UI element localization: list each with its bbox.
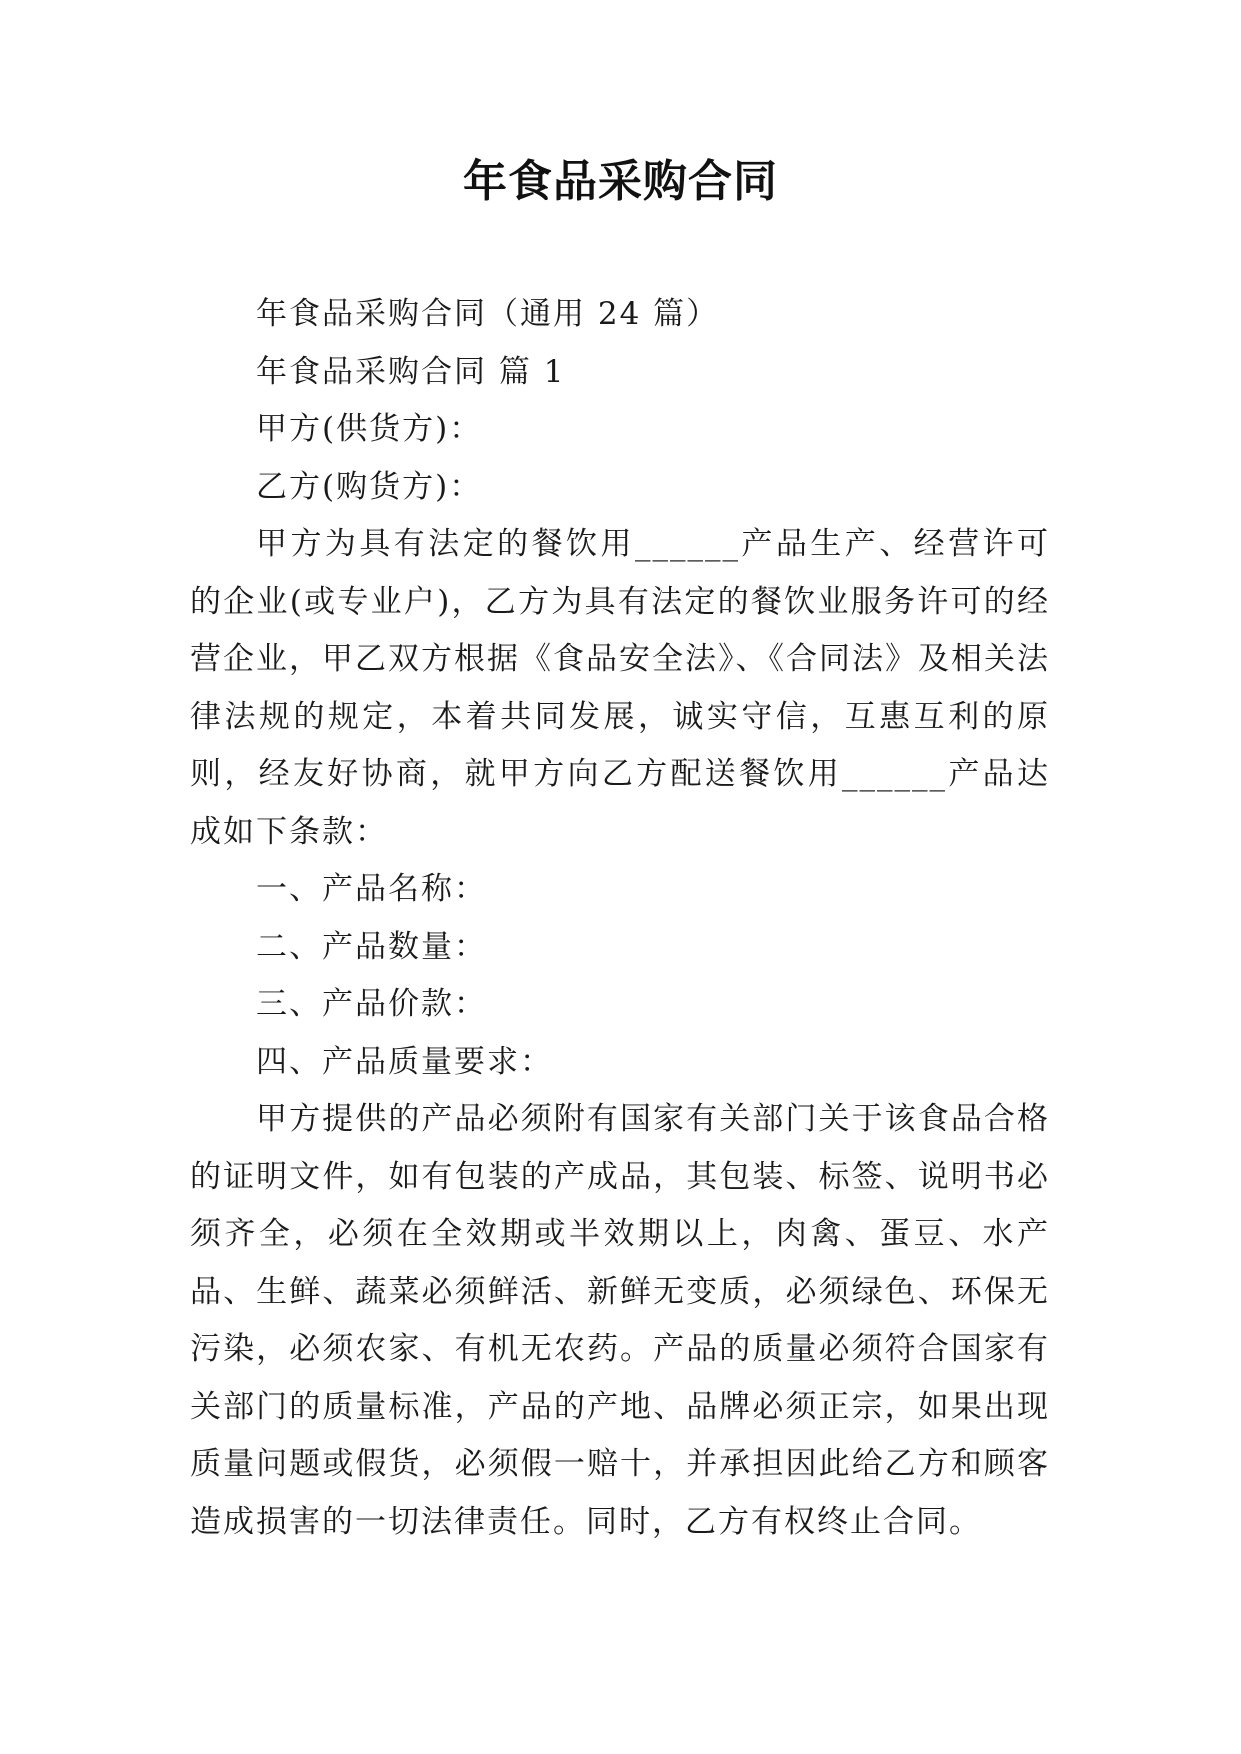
document-body (190, 286, 1050, 1551)
party-b-line: 乙方(购货方)： (256, 468, 483, 505)
clause-product-price: 三、产品价款： (256, 986, 487, 1022)
section-heading: 年食品采购合同 篇 1 (256, 353, 566, 390)
document-title: 年食品采购合同 (463, 156, 778, 207)
quality-paragraph: 甲方提供的产品必须附有国家有关部门关于该食品合格的证明文件，如有包装的产成品，其包装、标签、说明书必须齐全，必须在全效期或半效期以上，肉禽、蛋豆、水产品、生鲜、蔬菜必须鲜活、新鲜无变质，必须绿色、环保无污染，必须农家、有机无农药。产品的质量必须符合国家有关部门的质量标准，产品的产地、品牌必须正宗，如果出现质量问题或假货，必须假一赔十，并承担因此给乙方和顾客造成损害的一切法律责任。同时，乙方有权终止合同。 (190, 1101, 1050, 1540)
clause-quality-requirements: 四、产品质量要求： (256, 1043, 553, 1080)
subtitle-paragraph: 年食品采购合同（通用 24 篇） (256, 296, 720, 332)
intro-paragraph: 甲方为具有法定的餐饮用______产品生产、经营许可的企业(或专业户)，乙方为具有法定的餐饮业服务许可的经营企业，甲乙双方根据《食品安全法》、《合同法》及相关法律法规的规定，本着共同发展，诚实守信，互惠互利的原则，经友好协商，就甲方向乙方配送餐饮用______产品达成如下条款： (190, 526, 1050, 850)
clause-product-quantity: 二、产品数量： (256, 928, 487, 965)
clause-product-name: 一、产品名称： (256, 871, 487, 907)
party-a-line: 甲方(供货方)： (256, 411, 483, 447)
